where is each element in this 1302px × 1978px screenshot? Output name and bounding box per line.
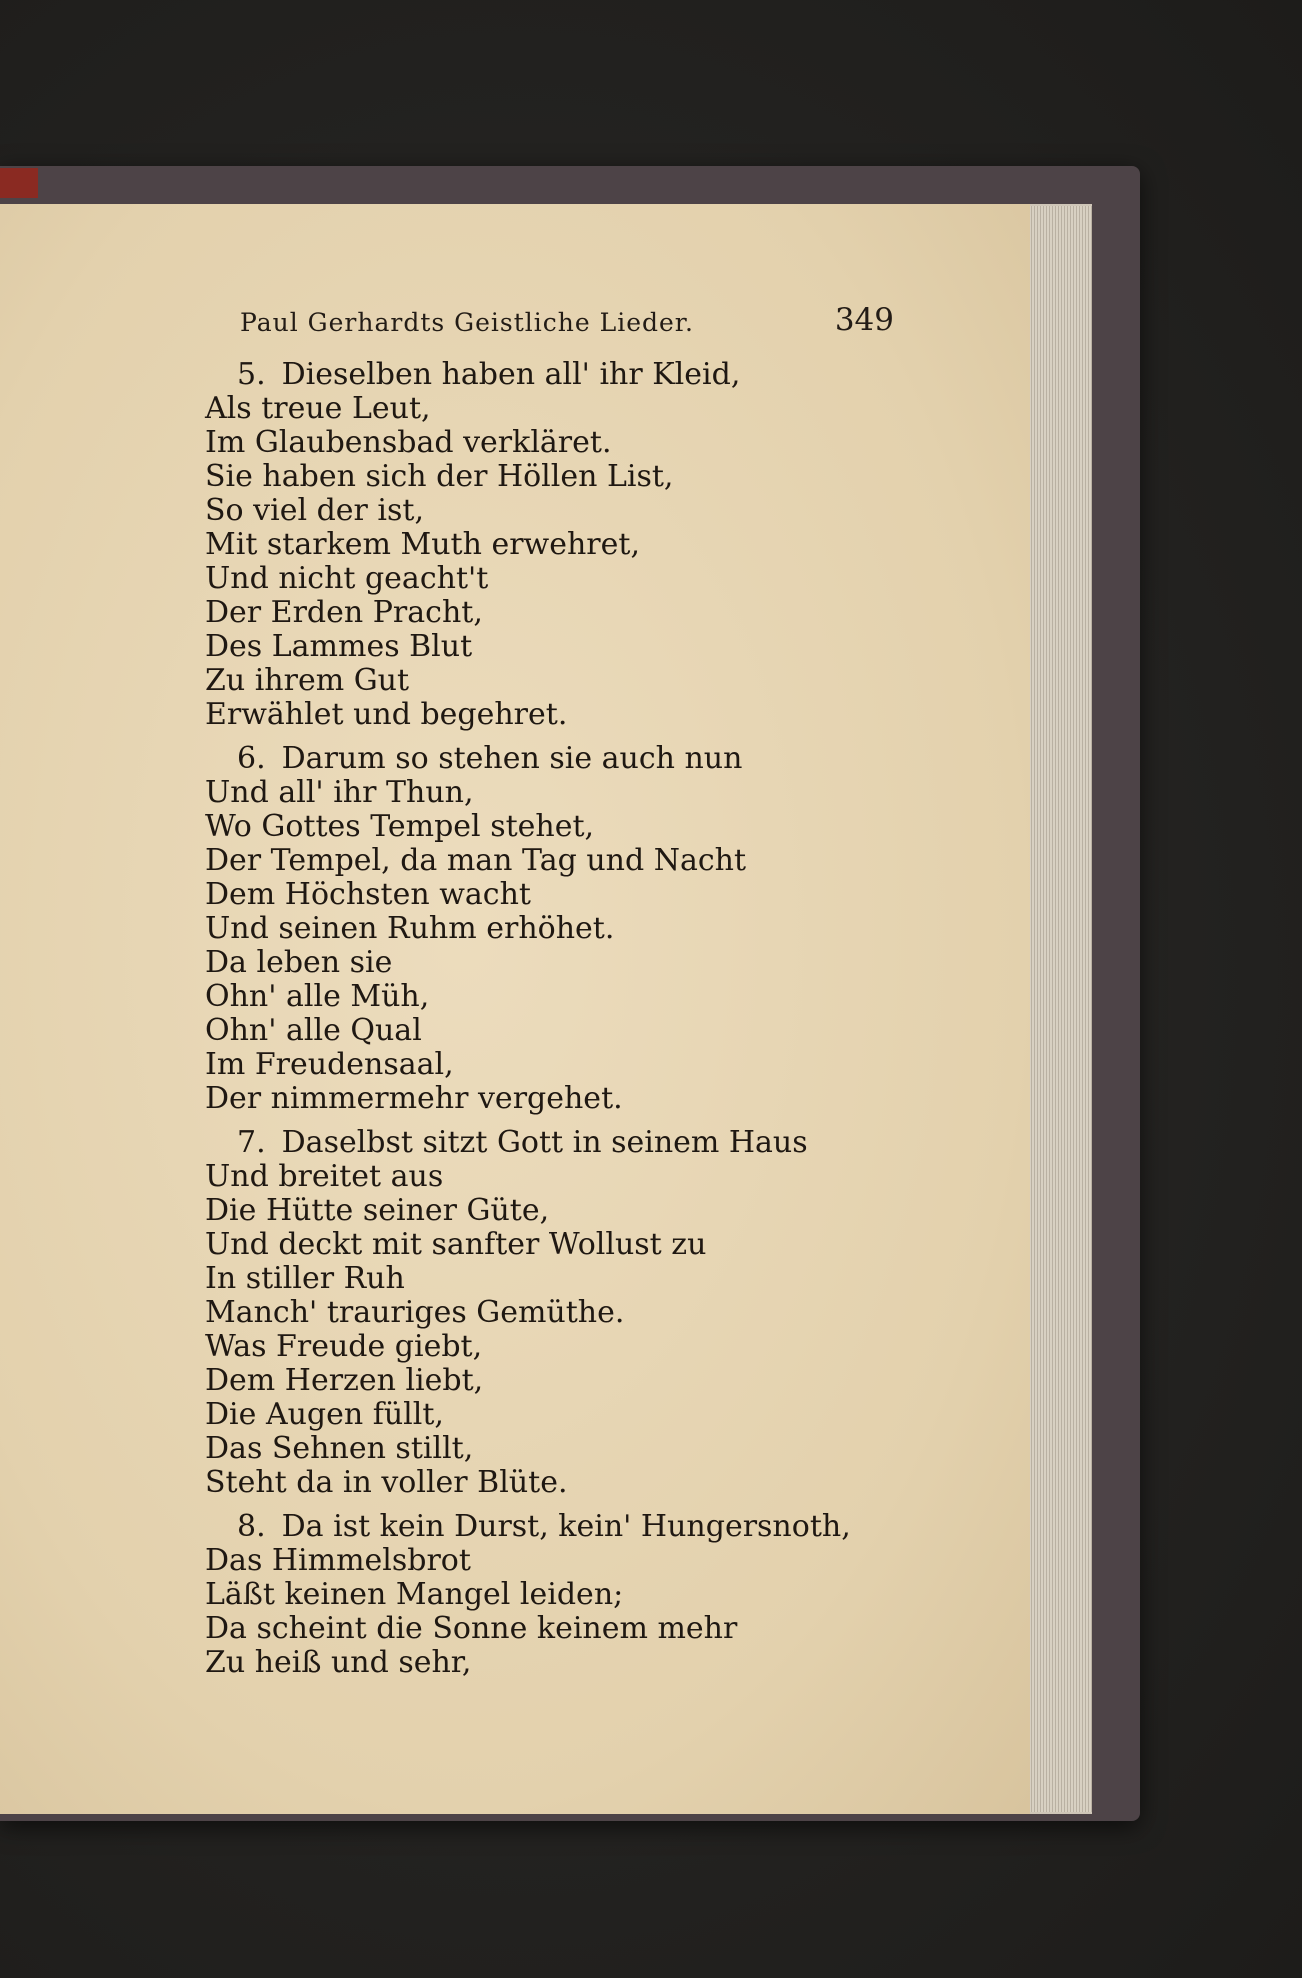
- stanza-6: [205, 742, 925, 1116]
- verse-line: Die Hütte seiner Güte,: [205, 1193, 550, 1228]
- stanza-number: 6.: [237, 741, 266, 776]
- verse-line: Und all' ihr Thun,: [205, 775, 474, 810]
- verse-line: Der Erden Pracht,: [205, 595, 483, 630]
- stanza-number: 7.: [237, 1125, 266, 1160]
- page-edges: [1020, 206, 1092, 1812]
- page-number: 349: [834, 302, 894, 338]
- verse-line: Der nimmermehr vergehet.: [205, 1081, 623, 1116]
- verse-line: Manch' trauriges Gemüthe.: [205, 1295, 625, 1330]
- stanza-number: 5.: [237, 357, 266, 392]
- running-header: [240, 302, 894, 346]
- verse-line: Ohn' alle Müh,: [205, 979, 430, 1014]
- verse-line: Der Tempel, da man Tag und Nacht: [205, 843, 747, 878]
- verse-line: Dem Höchsten wacht: [205, 877, 531, 912]
- verse-line: Und breitet aus: [205, 1159, 444, 1194]
- verse-line: Dem Herzen liebt,: [205, 1363, 484, 1398]
- verse-text: Dieselben haben all' ihr Kleid,: [281, 357, 741, 392]
- verse-line: In stiller Ruh: [205, 1261, 405, 1296]
- stanza-5: [205, 358, 925, 732]
- verse-line: [205, 742, 925, 776]
- verse-line: Und deckt mit sanfter Wollust zu: [205, 1227, 707, 1262]
- verse-line: Zu heiß und sehr,: [205, 1645, 472, 1680]
- verse-line: Mit starkem Muth erwehret,: [205, 527, 640, 562]
- stanza-number: 8.: [237, 1509, 266, 1544]
- verse-line: Als treue Leut,: [205, 391, 431, 426]
- verse-line: Da scheint die Sonne keinem mehr: [205, 1611, 738, 1646]
- verse-text: Darum so stehen sie auch nun: [281, 741, 743, 776]
- verse-line: Läßt keinen Mangel leiden;: [205, 1577, 624, 1612]
- verse-line: Die Augen füllt,: [205, 1397, 444, 1432]
- verse-line: Ohn' alle Qual: [205, 1013, 422, 1048]
- verse-line: Im Freudensaal,: [205, 1047, 454, 1082]
- verse-line: [205, 1126, 925, 1160]
- verse-text: Da ist kein Durst, kein' Hungersnoth,: [281, 1509, 851, 1544]
- verse-line: [205, 1510, 925, 1544]
- verse-line: Zu ihrem Gut: [205, 663, 410, 698]
- verse-line: Wo Gottes Tempel stehet,: [205, 809, 595, 844]
- verse-line: Das Sehnen stillt,: [205, 1431, 474, 1466]
- verse-text: Daselbst sitzt Gott in seinem Haus: [281, 1125, 808, 1160]
- verse-line: Was Freude giebt,: [205, 1329, 483, 1364]
- verse-line: Des Lammes Blut: [205, 629, 473, 664]
- hymn-verses: [205, 358, 925, 1690]
- stanza-7: [205, 1126, 925, 1500]
- verse-line: Das Himmelsbrot: [205, 1543, 471, 1578]
- cover-red-edge: [0, 168, 38, 198]
- stanza-8: [205, 1510, 925, 1680]
- verse-line: [205, 358, 925, 392]
- verse-line: Und nicht geacht't: [205, 561, 489, 596]
- verse-line: Da leben sie: [205, 945, 393, 980]
- verse-line: Erwählet und begehret.: [205, 697, 568, 732]
- verse-line: Und seinen Ruhm erhöhet.: [205, 911, 615, 946]
- verse-line: Steht da in voller Blüte.: [205, 1465, 568, 1500]
- verse-line: Sie haben sich der Höllen List,: [205, 459, 674, 494]
- running-title: Paul Gerhardts Geistliche Lieder.: [240, 308, 694, 337]
- verse-line: So viel der ist,: [205, 493, 424, 528]
- verse-line: Im Glaubensbad verkläret.: [205, 425, 612, 460]
